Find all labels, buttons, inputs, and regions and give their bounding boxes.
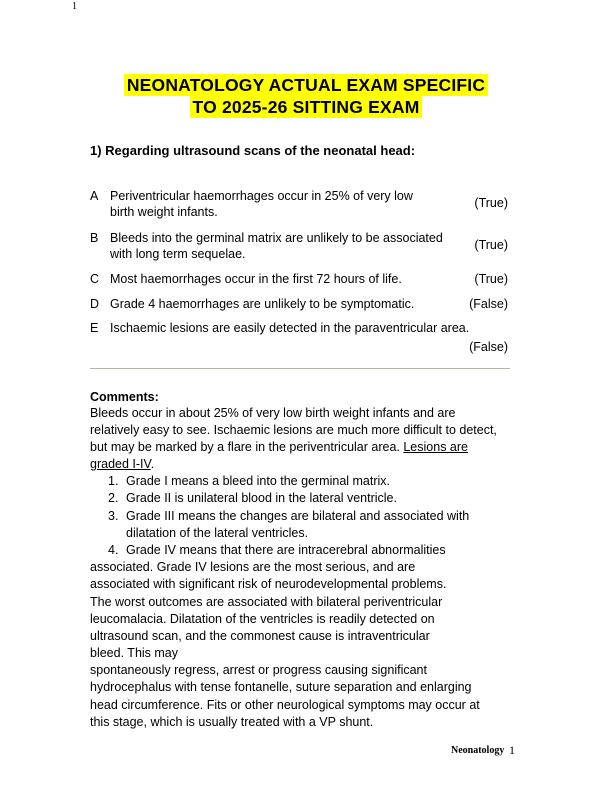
list-number: 3. [108,509,119,523]
option-text [110,230,443,262]
option-text-line: with long term sequelae. [110,247,246,261]
comment-line: hydrocephalus with tense fontanelle, suture separation and enlarging [90,680,472,694]
comments-heading: Comments: [90,390,159,404]
option-d [90,296,510,313]
comment-line: The worst outcomes are associated with bilateral periventricular [90,595,443,609]
comment-line: bleed. This may [90,646,179,660]
option-letter: B [90,231,99,245]
title-line-2: TO 2025-26 SITTING EXAM [190,96,423,118]
comment-line [90,439,468,456]
footer-label: Neonatology [451,745,505,756]
comment-line: this stage, which is usually treated with a VP shunt. [90,715,374,729]
document-title [0,74,612,118]
option-answer: (True) [474,272,508,286]
option-text [110,188,413,220]
comment-line: relatively easy to see. Ischaemic lesions are much more difficult to detect, [90,423,497,437]
option-text: Most haemorrhages occur in the first 72 hours of life. [110,272,402,286]
comment-line: associated. Grade IV lesions are the most serious, and are [90,560,416,574]
list-text: Grade IV means that there are intracerebral abnormalities [126,543,446,557]
option-c [90,271,510,288]
underlined-text: graded I-IV [90,457,151,471]
option-letter: C [90,272,100,286]
grade-list-item [108,542,446,559]
list-text-continued: dilatation of the lateral ventricles. [126,526,309,540]
comment-line: Bleeds occur in about 25% of very low birth weight infants and are [90,406,456,420]
grade-list-item [108,508,470,525]
footer-page-number: 1 [509,743,515,757]
comment-line: associated with significant risk of neurodevelopmental problems. [90,577,447,591]
option-answer: (False) [469,297,508,311]
underlined-text: Lesions are [403,440,468,454]
grade-list-item [108,490,397,507]
option-text-line: Periventricular haemorrhages occur in 25% of very low [110,189,413,203]
list-text: Grade III means the changes are bilateral and associated with [126,509,470,523]
list-text: Grade I means a bleed into the germinal matrix. [126,474,391,488]
option-text: Ischaemic lesions are easily detected in the paraventricular area. [110,321,470,335]
option-e [90,320,510,356]
comment-line: ultrasound scan, and the commonest cause is intraventricular [90,629,430,643]
option-text-line: Bleeds into the germinal matrix are unlikely to be associated [110,231,443,245]
question-heading: 1) Regarding ultrasound scans of the neonatal head: [90,143,416,158]
option-text: Grade 4 haemorrhages are unlikely to be symptomatic. [110,297,415,311]
list-number: 1. [108,474,119,488]
corner-page-number: 1 [72,1,77,12]
option-answer: (False) [469,340,508,354]
comment-line: spontaneously regress, arrest or progress causing significant [90,663,427,677]
option-letter: D [90,297,100,311]
option-letter: A [90,189,99,203]
comment-line [90,456,154,473]
comment-text: . [150,457,155,471]
comment-line: leucomalacia. Dilatation of the ventricles is readily detected on [90,612,435,626]
option-text-line: birth weight infants. [110,205,218,219]
grade-list-item [108,473,391,490]
option-a [90,188,510,222]
option-letter: E [90,321,99,335]
comment-line: head circumference. Fits or other neurological symptoms may occur at [90,698,480,712]
list-number: 2. [108,491,119,505]
comment-text: but may be marked by a flare in the periventricular area. [90,440,404,454]
option-b [90,230,510,264]
option-answer: (True) [474,196,508,210]
option-answer: (True) [474,238,508,252]
list-text: Grade II is unilateral blood in the lateral ventricle. [126,491,397,505]
section-divider [90,368,510,369]
list-number: 4. [108,543,119,557]
title-line-1: NEONATOLOGY ACTUAL EXAM SPECIFIC [124,74,488,96]
